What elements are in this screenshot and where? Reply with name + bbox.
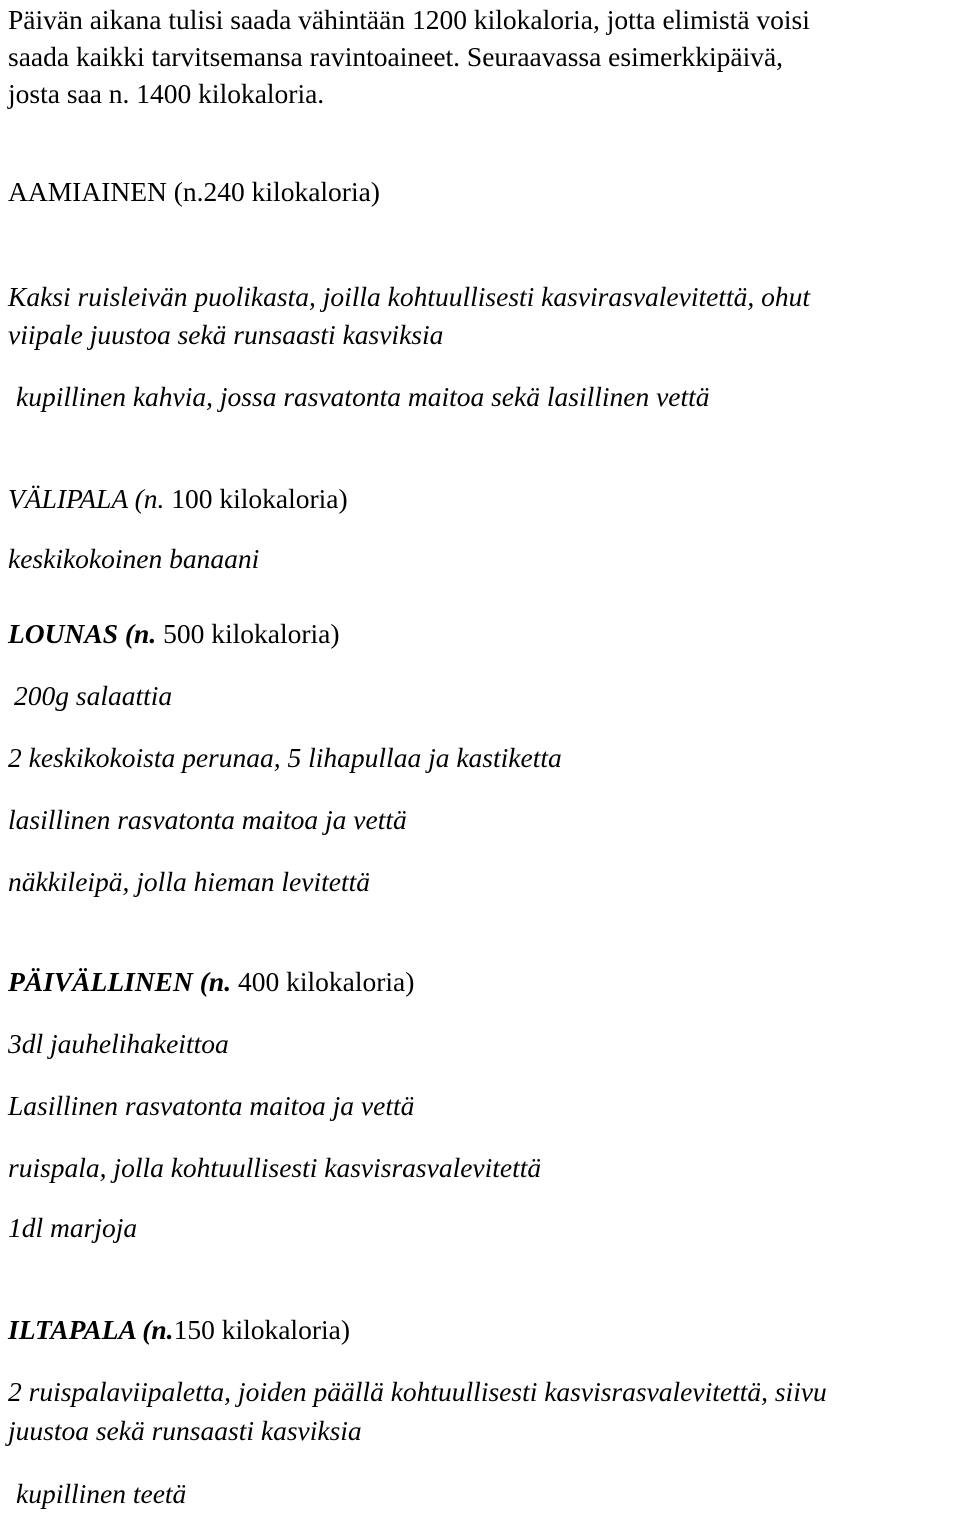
- dinner-item-1: 3dl jauhelihakeittoa: [8, 1028, 229, 1059]
- lunch-item-2: 2 keskikokoista perunaa, 5 lihapullaa ja kastiketta: [8, 742, 562, 773]
- snack-heading: VÄLIPALA (n.: [8, 483, 165, 514]
- evening-snack-item-1-line-2: juustoa sekä runsaasti kasviksia: [8, 1415, 362, 1446]
- lunch-item-3: lasillinen rasvatonta maitoa ja vettä: [8, 804, 407, 835]
- dinner-kcal: 400 kilokaloria): [237, 966, 415, 997]
- dinner-item-4: 1dl marjoja: [8, 1212, 138, 1243]
- intro-line-1: Päivän aikana tulisi saada vähintään 1200 kilokaloria, jotta elimistä voisi: [8, 4, 810, 35]
- evening-snack-item-1-line-1: 2 ruispalaviipaletta, joiden päällä kohtuullisesti kasvisrasvalevitettä, siivu: [8, 1376, 827, 1407]
- evening-snack-heading-line: [8, 1310, 350, 1350]
- lunch-item-1: 200g salaattia: [14, 680, 173, 711]
- intro-line-3: josta saa n. 1400 kilokaloria.: [8, 78, 325, 109]
- snack-item-1: keskikokoinen banaani: [8, 543, 260, 574]
- dinner-item-2: Lasillinen rasvatonta maitoa ja vettä: [8, 1090, 415, 1121]
- evening-snack-heading: ILTAPALA (n.: [8, 1314, 174, 1345]
- dinner-item-3: ruispala, jolla kohtuullisesti kasvisrasvalevitettä: [8, 1152, 542, 1183]
- evening-snack-item-2: kupillinen teetä: [16, 1478, 187, 1509]
- breakfast-item-2: kupillinen kahvia, jossa rasvatonta maitoa sekä lasillinen vettä: [16, 381, 710, 412]
- evening-snack-kcal: 150 kilokaloria): [173, 1314, 350, 1345]
- dinner-heading: PÄIVÄLLINEN (n.: [8, 966, 232, 997]
- snack-heading-line: [8, 479, 348, 519]
- lunch-heading-line: [8, 614, 340, 654]
- lunch-item-4: näkkileipä, jolla hieman levitettä: [8, 866, 370, 897]
- intro-line-2: saada kaikki tarvitsemansa ravintoaineet. Seuraavassa esimerkkipäivä,: [8, 41, 784, 72]
- dinner-heading-line: [8, 962, 414, 1002]
- snack-kcal: 100 kilokaloria): [171, 483, 348, 514]
- breakfast-kcal: (n.240 kilokaloria): [173, 176, 380, 207]
- lunch-heading: LOUNAS (n.: [8, 618, 157, 649]
- lunch-kcal: 500 kilokaloria): [163, 618, 340, 649]
- breakfast-item-1-line-1: Kaksi ruisleivän puolikasta, joilla kohtuullisesti kasvirasvalevitettä, ohut: [8, 281, 810, 312]
- breakfast-heading-line: [8, 172, 380, 212]
- breakfast-heading: AAMIAINEN: [8, 176, 167, 207]
- breakfast-item-1-line-2: viipale juustoa sekä runsaasti kasviksia: [8, 319, 444, 350]
